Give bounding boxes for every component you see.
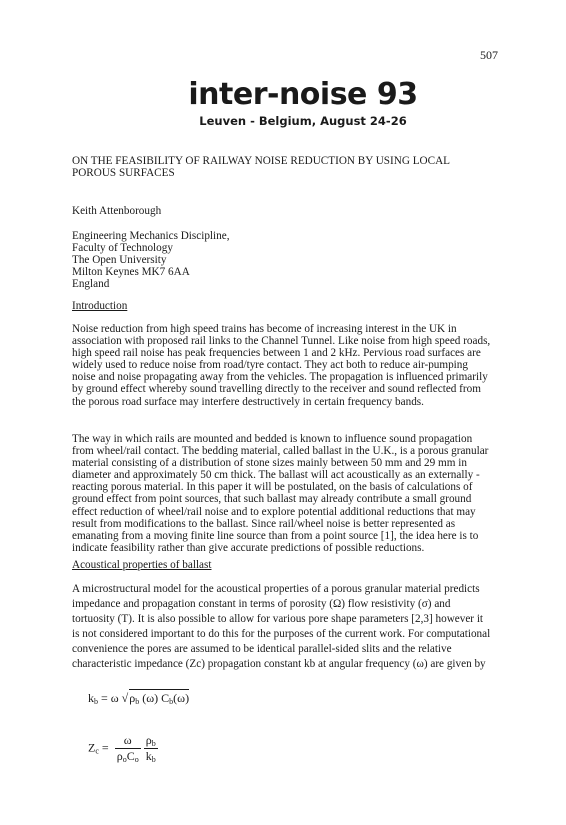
intro-paragraph-1: Noise reduction from high speed trains has become of increasing interest in the UK in association with proposed rail links to the Channel Tunnel. Like noise from high speed roads, high speed rail noise has peak frequencies between 1 and 2 kHz. Pervious road surfaces are widely used to reduce noise from road/tyre contact. They act both to reduce air-pumping noise and noise propagating away from the vehicles. The propagation is influenced primarily by ground effect whereby sound travelling directly to the receiver and sound reflected from the porous road surface may interfere destructively in certain frequency bands.: [72, 323, 491, 408]
frac1-den-c: C: [126, 749, 135, 763]
affiliation-line: Milton Keynes MK7 6AA: [72, 266, 190, 279]
section-heading-introduction: Introduction: [72, 300, 128, 312]
eq2-lhs: Z: [88, 740, 96, 755]
eq1-c-sub: b: [169, 697, 174, 706]
eq1-lhs: k: [88, 691, 94, 705]
sqrt-radicand: [129, 689, 189, 706]
eq1-eq: = ω: [98, 691, 122, 705]
frac1-denominator: [115, 748, 141, 764]
sqrt-sign: √: [121, 691, 129, 705]
frac1-den-rho: ρ: [116, 749, 123, 763]
affiliation-line: England: [72, 278, 110, 291]
ballast-paragraph: A microstructural model for the acoustical properties of a porous granular material predicts impedance and propagation constant in terms of porosity (Ω) flow resistivity (σ) and tortuosity (T). It is also possible to allow for various pore shape parameters [2,3] however it is not considered important to do this for the purposes of the current work. For computational convenience the pores are assumed to be identical parallel-sided slits and the relative characteristic impedance (Zc) propagation constant kb at angular frequency (ω) are given by: [72, 583, 491, 670]
conference-title: inter-noise 93: [188, 77, 418, 112]
eq2-eq: =: [98, 740, 112, 755]
affiliation-line: The Open University: [72, 254, 167, 267]
frac2-num-rho: ρ: [145, 733, 152, 747]
frac2-denominator: [144, 748, 158, 764]
equation-propagation-constant: [88, 689, 189, 706]
frac2-den-k-sub: b: [151, 755, 156, 764]
paper-title: ON THE FEASIBILITY OF RAILWAY NOISE REDUCTION BY USING LOCAL POROUS SURFACES: [72, 155, 450, 180]
intro-paragraph-2: The way in which rails are mounted and bedded is known to influence sound propagation from wheel/rail contact. The bedding material, called ballast in the U.K., is a porous granular material consisting of a distribution of stone sizes mainly between 50 mm and 29 mm in diameter and approximately 50 cm thick. The ballast will act acoustically as an externally - reacting porous material. In this paper it will be postulated, on the basis of calculations of ground effect from point sources, that such ballast may already contribute a small ground effect reduction of wheel/rail noise and to explore potential additional reductions that may result from modifications to the ballast. Since rail/wheel noise is better represented as emanating from a moving finite line source than from a point source [1], the idea here is to indicate feasibility rather than give accurate predictions of possible reductions.: [72, 433, 489, 554]
affiliation-block: [72, 230, 492, 290]
page-number: 507: [480, 48, 498, 62]
equation-characteristic-impedance: [88, 733, 158, 764]
frac2-den-k: k: [145, 749, 152, 763]
eq1-mid: (ω) C: [139, 691, 170, 705]
eq1-rho: ρ: [129, 691, 136, 705]
frac2-num-rho-sub: b: [151, 739, 156, 748]
eq1-end: (ω): [173, 691, 190, 705]
conference-subtitle: Leuven - Belgium, August 24-26: [199, 114, 407, 128]
eq1-rho-sub: b: [135, 697, 140, 706]
affiliation-line: Engineering Mechanics Discipline,: [72, 230, 230, 242]
eq1-lhs-sub: b: [94, 697, 98, 706]
eq2-lhs-sub: c: [95, 746, 99, 756]
author-name: Keith Attenborough: [72, 205, 162, 217]
frac2-numerator: [144, 733, 158, 748]
frac1-numerator: ω: [123, 733, 132, 747]
frac1-den-rho-sub: o: [122, 755, 127, 764]
affiliation-line: Faculty of Technology: [72, 242, 173, 255]
frac1-den-c-sub: o: [134, 755, 139, 764]
section-heading-ballast: Acoustical properties of ballast: [72, 559, 212, 571]
fraction-rho-k: [144, 733, 158, 764]
fraction-omega-rho-c: [115, 733, 141, 764]
